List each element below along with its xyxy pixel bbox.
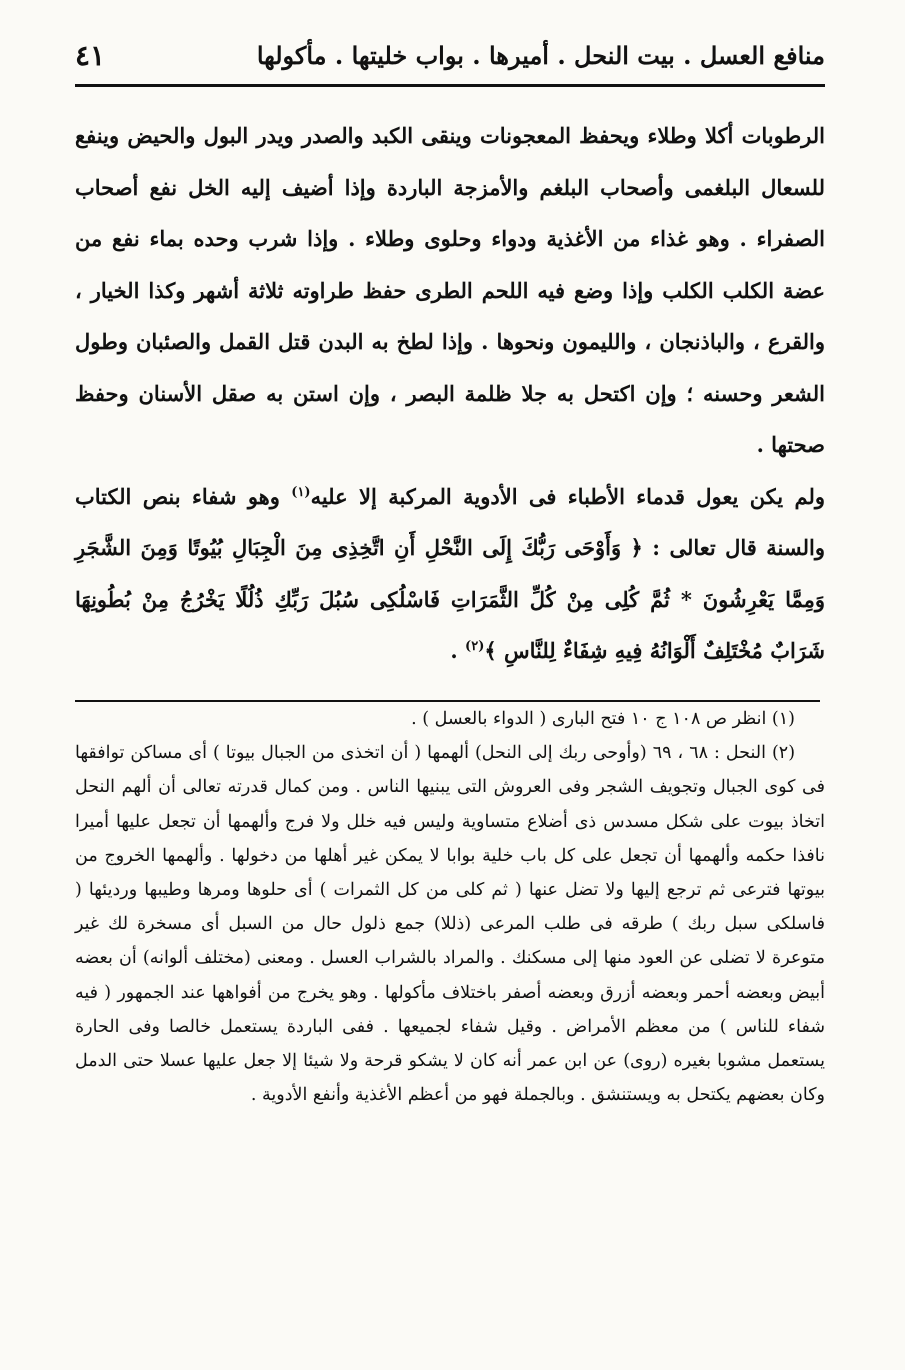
footnotes: [75, 702, 825, 1112]
footnote-2: (٢) النحل : ٦٨ ، ٦٩ (وأوحى ربك إلى النحل) ألهمها ( أن اتخذى من الجبال بيوتا ) أى مساكن توافقها فى كوى الجبال وتجويف الشجر وفى العروش التى يبنيها الناس . ومن كمال قدرته تعالى أن ألهم النحل اتخاذ بيوت على شكل مسدس ذى أضلاع متساوية وليس فيه خلل ولا فرج وألهمها أن تجعل عليها أميرا نافذا حكمه وألهمها أن تجعل على كل باب خلية بوابا لا يمكن غير أهلها من دخولها . وألهمها الخروج من بيوتها فترعى ثم ترجع إليها ولا تضل عنها ( ثم كلى من كل الثمرات ) أى حلوها ومرها وطيبها ورديئها ( فاسلكى سبل ربك ) طرقه فى طلب المرعى (ذللا) جمع ذلول حال من السبل أى مسخرة لك غير متوعرة لا تضلى عن العود منها إلى مسكنك . والمراد بالشراب العسل . ومعنى (مختلف ألوانه) أن بعضه أبيض وبعضه أحمر وبعضه أزرق وبعضه أصفر باختلاف مأكولها . وهو يخرج من أفواهها عند الجمهور ( فيه شفاء للناس ) من معظم الأمراض . وقيل شفاء لجميعها . ففى الباردة يستعمل خالصا وفى الحارة يستعمل مشوبا بغيره (روى) عن ابن عمر أنه كان لا يشكو قرحة ولا شيئا إلا جعل عليها عسلا حتى الدمل وكان بعضهم يكتحل به ويستنشق . وبالجملة فهو من أعظم الأغذية وأنفع الأدوية .: [75, 743, 825, 1106]
page-number: ٤١: [75, 38, 106, 72]
paragraph-1: الرطوبات أكلا وطلاء ويحفظ المعجونات وينقى الكبد والصدر ويدر البول والحيض وينفع للسعال البلغمى وأصحاب البلغم والأمزجة الباردة وإذا أضيف إليه الخل نفع أصحاب الصفراء . وهو غذاء من الأغذية ودواء وحلوى وطلاء . وإذا شرب وحده بماء نفع من عضة الكلب الكلب وإذا وضع فيه اللحم الطرى حفظ طراوته ثلاثة أشهر وكذا الخيار ، والقرع ، والباذنجان ، والليمون ونحوها . وإذا لطخ به البدن قتل القمل والصئبان وطول الشعر وحسنه ؛ وإن اكتحل به جلا ظلمة البصر ، وإن استن به صقل الأسنان وحفظ صحتها .: [75, 123, 825, 457]
paragraph-2-before-ref: ولم يكن يعول قدماء الأطباء فى الأدوية المركبة إلا عليه: [310, 483, 826, 509]
paragraph-2-after-ref: وهو شفاء بنص الكتاب والسنة قال تعالى : ﴿ وَأَوْحَى رَبُّكَ إِلَى النَّحْلِ أَنِ اتَّخِذِى مِنَ الْجِبَالِ بُيُوتًا وَمِنَ الشَّجَرِ وَمِمَّا يَعْرِشُونَ * ثُمَّ كُلِى مِنْ كُلِّ الثَّمَرَاتِ فَاسْلُكِى سُبُلَ رَبِّكِ ذُلُلًا يَخْرُجُ مِنْ بُطُونِهَا شَرَابٌ مُخْتَلِفٌ أَلْوَانُهُ فِيهِ شِفَاءٌ لِلنَّاسِ ﴾: [75, 483, 825, 663]
paragraph-2: [75, 471, 825, 677]
page-header: [75, 30, 825, 80]
main-text: [75, 110, 825, 677]
footnote-ref-1: (١): [291, 484, 311, 500]
header-rule: [75, 84, 825, 87]
footnote-ref-2: (٢): [465, 639, 485, 654]
footnote-1: (١) انظر ص ١٠٨ ج ١٠ فتح البارى ( الدواء بالعسل ) .: [411, 709, 795, 729]
running-title: منافع العسل . بيت النحل . أميرها . بواب خليتها . مأكولها: [256, 40, 825, 70]
paragraph-2-end: .: [450, 638, 458, 663]
